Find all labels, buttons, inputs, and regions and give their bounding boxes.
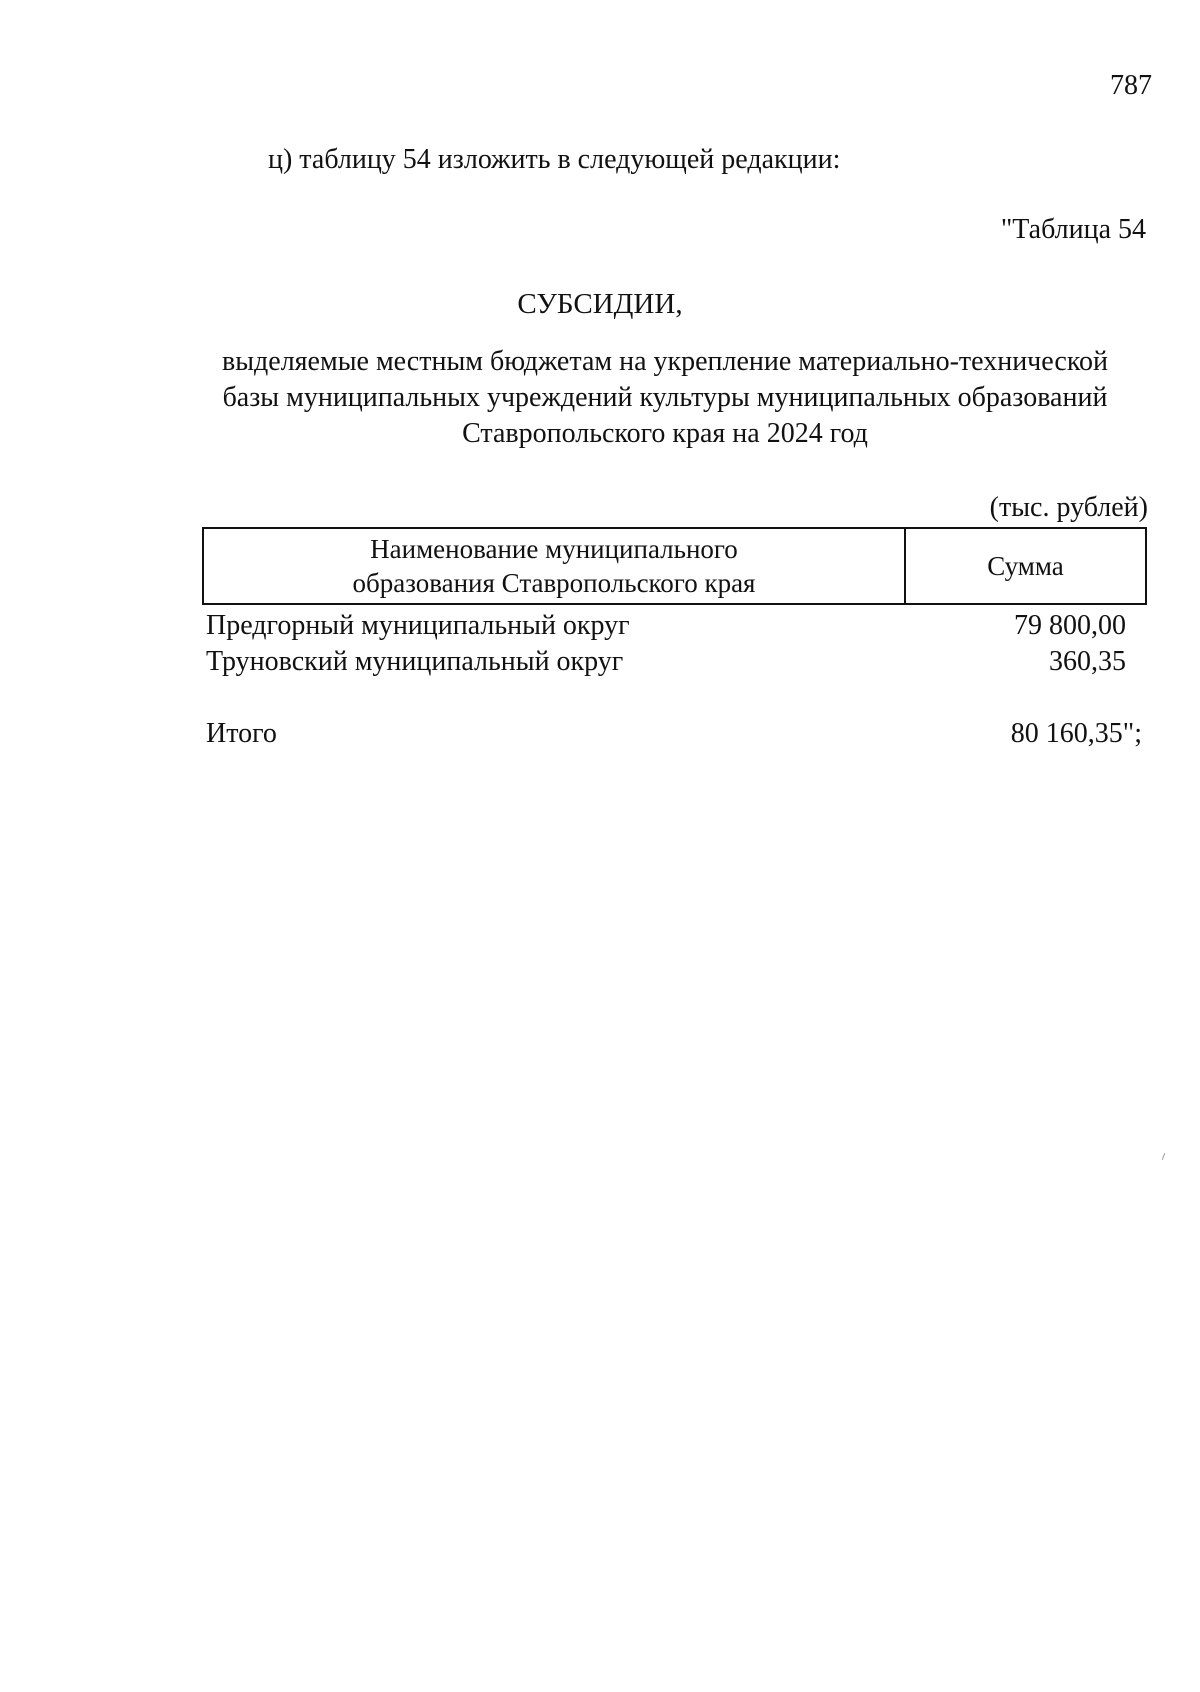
subtitle-line: выделяемые местным бюджетам на укрепление материально-технической (222, 346, 1108, 377)
table-row-name: Труновский муниципальный округ (206, 646, 624, 677)
subtitle-line: базы муниципальных учреждений культуры муниципальных образований (222, 382, 1108, 413)
header-sum-cell: Сумма (987, 551, 1064, 581)
table-row-value: 360,35 (1049, 646, 1126, 677)
amendment-instruction: ц) таблицу 54 изложить в следующей редакции: (268, 144, 841, 175)
page-number: 787 (1110, 70, 1152, 101)
subtitle-line: Ставропольского края на 2024 год (462, 418, 868, 449)
table-row-name: Предгорный муниципальный округ (206, 610, 630, 641)
units-label: (тыс. рублей) (989, 492, 1148, 523)
table-label: "Таблица 54 (1000, 214, 1146, 245)
header-name-line: Наименование муниципального (370, 534, 738, 564)
table-header (202, 527, 1147, 605)
document-title: СУБСИДИИ, (517, 288, 683, 320)
header-name-cell (204, 529, 906, 603)
table-row-value: 79 800,00 (1014, 610, 1126, 641)
total-label: Итого (206, 718, 277, 749)
document-subtitle (200, 344, 1130, 452)
header-name-line: образования Ставропольского края (352, 568, 756, 598)
total-value: 80 160,35"; (1010, 718, 1142, 749)
scan-speck (1162, 1153, 1165, 1160)
